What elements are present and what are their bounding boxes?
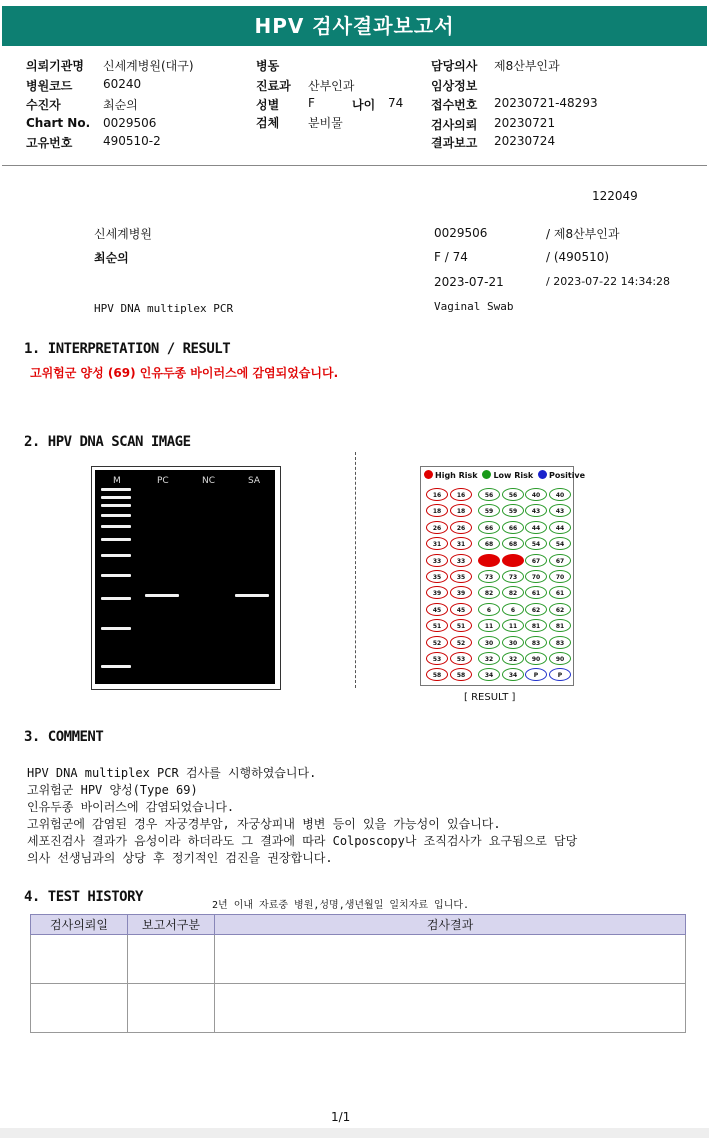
genotype-dot: 62 bbox=[525, 603, 547, 616]
header-divider bbox=[2, 165, 707, 166]
chart-value: 0029506 bbox=[103, 116, 157, 130]
low-risk-dot-icon bbox=[482, 470, 491, 479]
genotype-dot: 33 bbox=[450, 554, 472, 567]
table-cell bbox=[128, 984, 215, 1033]
comment-line: 고위험군에 감염된 경우 자궁경부암, 자궁상피내 병변 등이 있을 가능성이 있습니다. bbox=[27, 817, 501, 831]
genotype-dot: 54 bbox=[549, 537, 571, 550]
genotype-dot: 83 bbox=[525, 636, 547, 649]
marker-band bbox=[101, 514, 131, 517]
gel-lane-label: PC bbox=[157, 476, 169, 486]
genotype-dot: 66 bbox=[502, 521, 524, 534]
genotype-dot: 82 bbox=[502, 586, 524, 599]
genotype-dot: 30 bbox=[502, 636, 524, 649]
genotype-dot: 69 bbox=[502, 554, 524, 567]
dept-value: 산부인과 bbox=[308, 79, 355, 93]
panel-legend bbox=[424, 470, 585, 480]
genotype-dot: 32 bbox=[478, 652, 500, 665]
result-date-label: 결과보고 bbox=[431, 136, 478, 150]
summary-sex-age: F / 74 bbox=[434, 250, 468, 264]
history-note: 2년 이내 자료중 병원,성명,생년월일 일치자료 입니다. bbox=[212, 900, 470, 911]
gel-image bbox=[91, 466, 281, 690]
doctor-label: 담당의사 bbox=[431, 59, 478, 73]
genotype-dot: P bbox=[525, 668, 547, 681]
patient-label: 수진자 bbox=[26, 98, 61, 112]
legend-low-risk: Low Risk bbox=[493, 471, 534, 480]
genotype-dot: 18 bbox=[426, 504, 448, 517]
genotype-dot: 58 bbox=[426, 668, 448, 681]
genotype-dot: 44 bbox=[549, 521, 571, 534]
age-value: 74 bbox=[388, 96, 404, 110]
gel-lane-label: NC bbox=[202, 476, 216, 486]
genotype-dot: 52 bbox=[450, 636, 472, 649]
gel-lane-label: M bbox=[113, 476, 121, 486]
comment-line: HPV DNA multiplex PCR 검사를 시행하였습니다. bbox=[27, 766, 317, 780]
specimen-value: 분비물 bbox=[308, 116, 343, 130]
accession-label: 접수번호 bbox=[431, 98, 478, 112]
marker-band bbox=[101, 488, 131, 491]
high-risk-dot-icon bbox=[424, 470, 433, 479]
age-label: 나이 bbox=[352, 98, 376, 112]
hospital-code-value: 60240 bbox=[103, 77, 142, 91]
sex-value: F bbox=[308, 96, 315, 110]
summary-id: / (490510) bbox=[546, 250, 610, 264]
page-number: 1/1 bbox=[331, 1110, 351, 1124]
genotype-dot: 26 bbox=[426, 521, 448, 534]
marker-band bbox=[101, 554, 131, 557]
genotype-dot: 58 bbox=[450, 668, 472, 681]
summary-date1: 2023-07-21 bbox=[434, 275, 504, 289]
request-date-label: 검사의뢰 bbox=[431, 118, 478, 132]
marker-band bbox=[101, 496, 131, 499]
section-history-title: 4. TEST HISTORY bbox=[24, 889, 143, 905]
genotype-dot: 45 bbox=[450, 603, 472, 616]
table-cell bbox=[31, 935, 128, 984]
col-report-type: 보고서구분 bbox=[128, 915, 215, 935]
gel-background bbox=[95, 470, 275, 684]
genotype-dot: 81 bbox=[549, 619, 571, 632]
genotype-dot: 32 bbox=[502, 652, 524, 665]
genotype-dot: 18 bbox=[450, 504, 472, 517]
summary-name: 최순의 bbox=[94, 251, 129, 265]
marker-band bbox=[101, 574, 131, 577]
sa-band bbox=[235, 594, 269, 597]
genotype-dot: 73 bbox=[502, 570, 524, 583]
genotype-dot: 62 bbox=[549, 603, 571, 616]
marker-band bbox=[101, 525, 131, 528]
genotype-dot: 11 bbox=[502, 619, 524, 632]
genotype-dot: 11 bbox=[478, 619, 500, 632]
genotype-dot: 70 bbox=[549, 570, 571, 583]
marker-band bbox=[101, 504, 131, 507]
table-cell bbox=[31, 984, 128, 1033]
genotype-dot: 70 bbox=[525, 570, 547, 583]
genotype-dot: 39 bbox=[426, 586, 448, 599]
table-row bbox=[31, 935, 686, 984]
hospital-code-label: 병원코드 bbox=[26, 79, 73, 93]
genotype-dot: 35 bbox=[450, 570, 472, 583]
summary-test: HPV DNA multiplex PCR bbox=[94, 302, 234, 315]
page-footer-strip bbox=[0, 1128, 709, 1138]
genotype-dot: 66 bbox=[478, 521, 500, 534]
genotype-dot: 56 bbox=[502, 488, 524, 501]
marker-band bbox=[101, 597, 131, 600]
genotype-dot: 33 bbox=[426, 554, 448, 567]
genotype-dot: 51 bbox=[450, 619, 472, 632]
table-cell bbox=[215, 984, 686, 1033]
genotype-dot: 16 bbox=[426, 488, 448, 501]
genotype-dot: 6 bbox=[502, 603, 524, 616]
dept-label: 진료과 bbox=[256, 79, 291, 93]
genotype-dot: 30 bbox=[478, 636, 500, 649]
positive-dot-icon bbox=[538, 470, 547, 479]
genotype-dot: 26 bbox=[450, 521, 472, 534]
genotype-dot: P bbox=[549, 668, 571, 681]
sex-label: 성별 bbox=[256, 98, 280, 112]
col-test-result: 검사결과 bbox=[215, 915, 686, 935]
request-date-value: 20230721 bbox=[494, 116, 556, 130]
institution-label: 의뢰기관명 bbox=[26, 59, 84, 73]
summary-date2: / 2023-07-22 14:34:28 bbox=[546, 275, 671, 288]
marker-band bbox=[101, 627, 131, 630]
legend-high-risk: High Risk bbox=[435, 471, 478, 480]
specimen-label: 검체 bbox=[256, 116, 280, 130]
table-cell bbox=[215, 935, 686, 984]
doctor-value: 제8산부인과 bbox=[494, 59, 560, 73]
history-header-row bbox=[31, 915, 686, 935]
genotype-dot: 56 bbox=[478, 488, 500, 501]
genotype-dot: 90 bbox=[525, 652, 547, 665]
pc-band bbox=[145, 594, 179, 597]
table-row bbox=[31, 984, 686, 1033]
genotype-dot: 52 bbox=[426, 636, 448, 649]
result-date-value: 20230724 bbox=[494, 134, 556, 148]
summary-hospital: 신세계병원 bbox=[94, 227, 152, 241]
summary-doctor: / 제8산부인과 bbox=[546, 227, 620, 241]
panel-caption: [ RESULT ] bbox=[464, 692, 516, 703]
section-interpretation-title: 1. INTERPRETATION / RESULT bbox=[24, 341, 231, 357]
accession-value: 20230721-48293 bbox=[494, 96, 598, 110]
marker-band bbox=[101, 538, 131, 541]
comment-line: 인유두종 바이러스에 감염되었습니다. bbox=[27, 800, 235, 814]
interpretation-result: 고위험군 양성 (69) 인유두종 바이러스에 감염되었습니다. bbox=[30, 366, 339, 380]
patient-value: 최순의 bbox=[103, 98, 138, 112]
genotype-dot: 44 bbox=[525, 521, 547, 534]
summary-chart: 0029506 bbox=[434, 226, 488, 240]
summary-code: 122049 bbox=[592, 189, 638, 203]
comment-line: 세포진검사 결과가 음성이라 하더라도 그 결과에 따라 Colposcopy나 조직검사가 요구됨으로 담당 bbox=[27, 834, 578, 848]
genotype-dot: 40 bbox=[525, 488, 547, 501]
genotype-dot: 54 bbox=[525, 537, 547, 550]
report-title: HPV 검사결과보고서 bbox=[2, 6, 707, 46]
genotype-dot: 40 bbox=[549, 488, 571, 501]
genotype-dot: 39 bbox=[450, 586, 472, 599]
comment-line: 고위험군 HPV 양성(Type 69) bbox=[27, 783, 198, 797]
comment-line: 의사 선생님과의 상당 후 정기적인 검진을 권장합니다. bbox=[27, 851, 333, 865]
genotype-dot: 43 bbox=[549, 504, 571, 517]
chart-label: Chart No. bbox=[26, 116, 91, 130]
genotype-dot: 83 bbox=[549, 636, 571, 649]
genotype-dot: 69 bbox=[478, 554, 500, 567]
genotype-dot: 31 bbox=[450, 537, 472, 550]
genotype-dot: 67 bbox=[525, 554, 547, 567]
marker-band bbox=[101, 665, 131, 668]
genotype-dot: 34 bbox=[478, 668, 500, 681]
genotype-dot: 35 bbox=[426, 570, 448, 583]
table-cell bbox=[128, 935, 215, 984]
genotype-dot: 67 bbox=[549, 554, 571, 567]
ward-label: 병동 bbox=[256, 59, 280, 73]
genotype-dot: 90 bbox=[549, 652, 571, 665]
genotype-dot: 53 bbox=[450, 652, 472, 665]
genotype-dot: 61 bbox=[525, 586, 547, 599]
genotype-dot: 59 bbox=[478, 504, 500, 517]
col-request-date: 검사의뢰일 bbox=[31, 915, 128, 935]
image-divider bbox=[355, 452, 356, 688]
comment-text bbox=[27, 765, 577, 867]
hpv-genotype-panel bbox=[420, 466, 586, 686]
genotype-dot: 68 bbox=[502, 537, 524, 550]
summary-specimen: Vaginal Swab bbox=[434, 300, 514, 313]
genotype-dot: 61 bbox=[549, 586, 571, 599]
institution-value: 신세계병원(대구) bbox=[103, 59, 194, 73]
section-scan-image-title: 2. HPV DNA SCAN IMAGE bbox=[24, 434, 191, 450]
genotype-dot: 34 bbox=[502, 668, 524, 681]
genotype-dot: 73 bbox=[478, 570, 500, 583]
unique-no-value: 490510-2 bbox=[103, 134, 161, 148]
genotype-dot: 59 bbox=[502, 504, 524, 517]
genotype-dot: 43 bbox=[525, 504, 547, 517]
genotype-dot: 82 bbox=[478, 586, 500, 599]
genotype-dot: 45 bbox=[426, 603, 448, 616]
clinical-label: 임상정보 bbox=[431, 79, 478, 93]
section-comment-title: 3. COMMENT bbox=[24, 729, 104, 745]
genotype-dot: 81 bbox=[525, 619, 547, 632]
unique-no-label: 고유번호 bbox=[26, 136, 73, 150]
genotype-dot: 6 bbox=[478, 603, 500, 616]
genotype-dot: 68 bbox=[478, 537, 500, 550]
genotype-dot: 51 bbox=[426, 619, 448, 632]
gel-lane-label: SA bbox=[248, 476, 261, 486]
history-table bbox=[30, 914, 686, 1033]
genotype-dot: 53 bbox=[426, 652, 448, 665]
genotype-dot: 16 bbox=[450, 488, 472, 501]
genotype-dot: 31 bbox=[426, 537, 448, 550]
legend-positive: Positive bbox=[549, 471, 586, 480]
